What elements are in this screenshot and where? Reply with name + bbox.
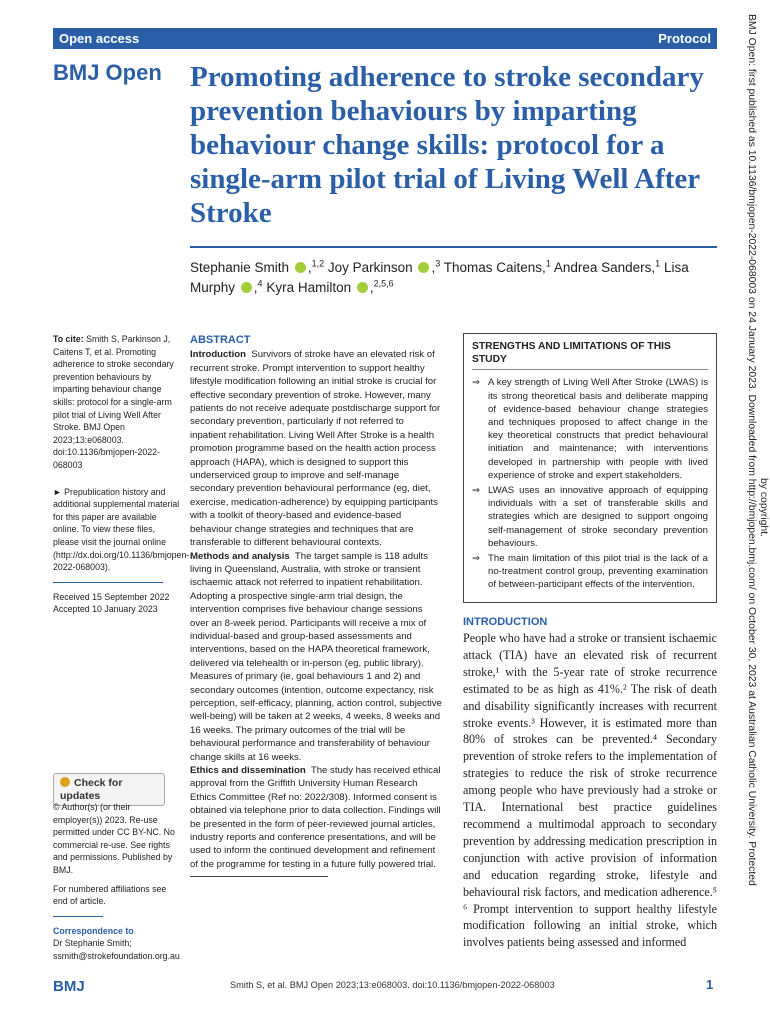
abstract-end-rule <box>190 876 328 877</box>
introduction-text: People who have had a stroke or transient ischaemic attack (TIA) have an elevated risk of recurrent stroke,¹ with the 5-year rate of stroke recurrence estimated to be as high as 41%.² The risk of death and disability significantly increases with recurrent stroke events.³ However, it is estimated more than 80% of strokes can be prevented.⁴ Secondary prevention of stroke refers to the implementation of strategies to reduce the risk of stroke recurrence among people who have previously had a stroke or TIA. International best practice guidelines recommend a multimodal approach to secondary prevention by addressing medication prescription in conjunction with active provision of information and education regarding stroke, lifestyle and behavioural risk factors, and medication adherence.⁵ ⁶ Prompt intervention to support healthy lifestyle modification following an initial stroke, which involves patients being assessed and informed <box>463 631 717 950</box>
sidebar-divider <box>53 582 163 583</box>
author-name: Thomas Caitens <box>443 259 543 275</box>
correspondence-name: Dr Stephanie Smith; <box>53 938 132 949</box>
author: Kyra Hamilton ,$^{2,5,6}$ <box>266 278 394 295</box>
abstract-heading: ABSTRACT <box>190 334 251 346</box>
title-divider <box>190 246 717 248</box>
vertical-notice <box>740 8 770 1018</box>
abstract <box>190 334 442 877</box>
author-name: Stephanie Smith <box>190 259 290 275</box>
author-affiliation: 2,5,6 <box>373 278 394 289</box>
orcid-icon[interactable] <box>357 282 368 293</box>
footer-logo: BMJ <box>53 978 85 995</box>
vertical-notice-line2: by copyright. <box>758 478 769 537</box>
article-type-label: Protocol <box>658 31 711 46</box>
abstract-methods <box>190 550 442 765</box>
author: Andrea Sanders,$^1$ <box>553 258 661 275</box>
abstract-ethics <box>190 764 442 871</box>
accepted-date: Accepted 10 January 2023 <box>53 604 158 615</box>
ethics-text: The study has received ethical approval from the Griffith University Human Research Ethics Committee (Ref no: 2022/308). Informed consent is obtained via telephone prior to data collection. Findings will be presented in the form of peer-reviewed journal articles, industry reports and conference presentations, and will be used to inform the continued development and refinement of the programme for testing in a future fully powered trial. <box>190 765 441 870</box>
abstract-introduction <box>190 348 442 549</box>
author: Thomas Caitens,$^1$ <box>443 258 551 275</box>
prepublication-note: ► Prepublication history and additional supplemental material for this paper are available online. To view these files, please visit the journal online (http://dx.doi.org/10.1136/bmjopen-2022-068003). <box>53 486 190 573</box>
author-name: Joy Parkinson <box>327 259 413 275</box>
correspondence-heading: Correspondence to <box>53 925 134 936</box>
methods-label: Methods and analysis <box>190 550 290 562</box>
update-icon <box>60 777 70 787</box>
intro-label: Introduction <box>190 349 246 361</box>
check-updates-label: Check for updates <box>60 777 123 802</box>
author-affiliation: 1 <box>655 258 661 268</box>
methods-text: The target sample is 118 adults living in Queensland, Australia, with stroke or transient ischaemic attack not referred to inpatient rehabilitation. Adopting a prospective single-arm trial design, the intervention comprises five behaviour change sessions over an 8-week period. Participants will receive a mix of individual-based and group-based assessments and interventions, based on the HAPA theoretical framework, delivered via telehealth or in-person (eg, public library). Measures of primary (ie, goal behaviours 1 and 2) and secondary outcomes (intention, outcome expectancy, risk perception, self-efficacy, planning, action control, subjective well-being) will be taken at 2 weeks, 4 weeks, 8 weeks and 16 weeks. The primary outcomes of the trial will be behavioural performance and transferability of behaviour change skills at 16 weeks. <box>190 550 442 763</box>
page-number: 1 <box>706 977 714 992</box>
author: Lisa Murphy ,$^4$ <box>190 259 689 295</box>
ethics-label: Ethics and dissemination <box>190 765 306 776</box>
author-name: Lisa Murphy <box>190 259 689 295</box>
article-title: Promoting adherence to stroke secondary prevention behaviours by imparting behaviour change skills: protocol for a single-arm pilot trial of Living Well After Stroke <box>190 61 704 229</box>
citation-block <box>53 333 181 472</box>
list-item: ⇒ The main limitation of this pilot trial is the lack of a no-treatment control group, preventing examination of between-participant effects of the intervention. <box>472 552 708 592</box>
sidebar <box>53 333 190 961</box>
introduction-section <box>463 616 717 951</box>
author-name: Andrea Sanders <box>553 259 652 275</box>
received-date: Received 15 September 2022 <box>53 591 170 602</box>
strengths-limitations-box <box>463 333 717 603</box>
journal-logo: BMJ Open <box>53 60 162 85</box>
sidebar-divider-2 <box>53 916 103 917</box>
author-affiliation: 1 <box>545 258 551 268</box>
header-bar <box>53 28 717 49</box>
citation-text: Smith S, Parkinson J, Caitens T, et al. Promoting adherence to stroke secondary prevention behaviours by imparting behaviour change skills: protocol for a single-arm pilot trial of Living Well After Stroke. BMJ Open 2023;13:e068003. doi:10.1136/bmjopen-2022-068003 <box>53 334 174 470</box>
vertical-notice-line1: BMJ Open: first published as 10.1136/bmjopen-2022-068003 on 24 January 2023. Downloaded from http://bmjopen.bmj.com/ on October 30, 2023 at Australian Catholic University. Protected <box>746 14 757 886</box>
list-item: ⇒ LWAS uses an innovative approach of equipping individuals with a set of transferable skills and strategies which are designed to support ongoing self-management of stroke secondary prevention behaviours. <box>472 484 708 550</box>
author-affiliation: 1,2 <box>311 258 325 268</box>
author-affiliation: 4 <box>257 278 263 289</box>
strengths-heading: STRENGTHS AND LIMITATIONS OF THIS STUDY <box>472 340 708 370</box>
footer-citation: Smith S, et al. BMJ Open 2023;13:e068003. doi:10.1136/bmjopen-2022-068003 <box>230 980 555 990</box>
strengths-list <box>472 376 708 591</box>
list-item: ⇒ A key strength of Living Well After Stroke (LWAS) is its strong theoretical basis and deliberate mapping of evidence-based behaviour change strategies and techniques proposed to affect change in the key theoretical constructs that predict behavioural initiation and maintenance; with interventions developed in partnership with people with lived experience of stroke and expert stakeholders. <box>472 376 708 482</box>
orcid-icon[interactable] <box>295 262 306 273</box>
copyright-notice: © Author(s) (or their employer(s)) 2023. Re-use permitted under CC BY-NC. No commercial re-use. See rights and permissions. Published by BMJ. <box>53 802 175 875</box>
author-name: Kyra Hamilton <box>266 280 352 295</box>
author: Joy Parkinson ,$^3$ <box>327 258 441 275</box>
author: Stephanie Smith ,$^{1,2}$ <box>190 258 325 275</box>
orcid-icon[interactable] <box>241 282 252 293</box>
orcid-icon[interactable] <box>418 262 429 273</box>
intro-text: Survivors of stroke have an elevated risk of recurrent stroke. Prompt intervention to support healthy lifestyle modification following an initial stroke is crucial for effective secondary prevention of stroke. However, many patients do not receive adequate postdischarge support for secondary prevention, particularly if not referred to inpatient rehabilitation. Living Well After Stroke is a health promotion programme based on the health action process approach (HAPA), which is designed to support this underserviced group to improve and self-manage secondary prevention behavioural performance (eg, diet, exercise, medication-adherence) by equipping participants with a toolkit of theory-based and evidence-based behaviour change strategies and techniques that are transferable to different behavioural contexts. <box>190 349 441 549</box>
citation-label: To cite: <box>53 334 84 344</box>
author-affiliation: 3 <box>435 258 441 268</box>
introduction-heading: INTRODUCTION <box>463 616 548 628</box>
open-access-label: Open access <box>59 31 140 46</box>
correspondence-email[interactable]: ssmith@strokefoundation.org.au <box>53 950 180 961</box>
affiliations-note: For numbered affiliations see end of article. <box>53 883 167 907</box>
author-list <box>190 255 717 296</box>
